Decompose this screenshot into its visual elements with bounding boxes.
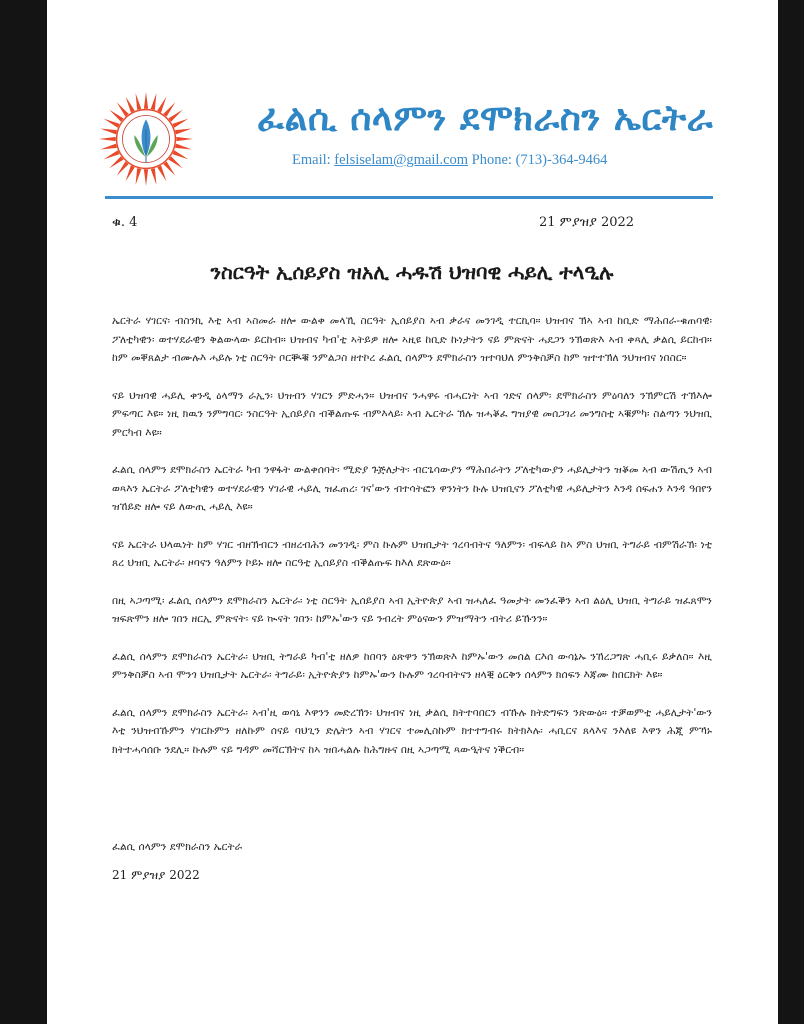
organization-name: ፈልሲ ሰላምን ደሞክራስን ኤርትራ bbox=[257, 98, 714, 139]
letter-page bbox=[47, 0, 778, 1024]
sun-ray bbox=[126, 97, 135, 113]
sun-ray bbox=[109, 156, 123, 168]
sun-ray bbox=[172, 119, 188, 128]
sun-ray bbox=[144, 169, 148, 186]
sun-ray bbox=[104, 150, 120, 159]
email-label: Email: bbox=[292, 152, 331, 168]
sun-ray bbox=[175, 129, 192, 135]
phone-label: Phone: bbox=[471, 152, 512, 168]
sun-ray bbox=[136, 168, 142, 185]
sun-ray bbox=[151, 93, 157, 110]
reference-number: ቁ. 4 bbox=[112, 215, 138, 230]
sun-ray bbox=[168, 110, 182, 122]
sun-ray bbox=[117, 102, 129, 116]
sun-ray bbox=[136, 93, 142, 110]
sun-ray bbox=[168, 156, 182, 168]
sun-ray bbox=[109, 110, 123, 122]
paragraph: ፈልሲ ሰላምን ደሞክራስን ኤርትራ፡ ህዝቢ ትግራይ ካብ'ቲ ዘለዎ ከበባን ዕጽዋን ንኽወጽእ ከምኡ'ውን መሰል ርእሰ ውሳኔኡ ንኸረጋግጽ ሓቢሩ ይቃለስ። እዚ ምንቅስቓስ ኣብ ሞንጎ ህዝቢታት ኤርትራ፡ ትግራይ፡ ኢትዮጵያን ከምኡ'ውን ኩሉም ጎረባብትናን ዘላቒ ዕርቅን ሰላምን ክሰፍን እጃሙ ከበርክት እዩ። bbox=[112, 650, 712, 681]
sun-ray bbox=[104, 119, 120, 128]
paragraph: ናይ ህዝባዊ ሓይሊ ቀንዲ ዕላማን ራኢን፡ ህዝብን ሃገርን ምድሓን። ህዝብና ንሓዋሩ ብሓርነት ኣብ ጎድና ሰላም፡ ደሞክራስን ምዕባለን ንኽምርሽ ተኽእሎ ምፍጣር እዩ። ነዚ ክዉን ንምግባር፡ ንስርዓት ኢሰይያስ ብቕልጡፍ ብምእላይ፡ ኣብ ኤርትራ ኽሉ ዝሓቖፈ ግዝያዊ መሰጋገሪ መንግስቲ ኣቑምካ፡ ስልጣን ንህዝቢ ምርካብ እዩ። bbox=[112, 389, 712, 439]
paragraph: ናይ ኤርትራ ህላዉነት ከም ሃገር ብዘኽብርን ብዘረብሕን መንገዲ፡ ምስ ኩሉም ህዝቢታት ጎረባብትና ዓለምን፡ ብፍላይ ከኣ ምስ ህዝቢ ትግራይ ብምሽራኽ፡ ነቲ ጸረ ህዝቢ ኤርትራ፡ ዞባናን ዓለምን ኮይኑ ዘሎ ስርዓቲ ኢሰይያስ ብቕልጡፍ ክእለ ደጽውዕ። bbox=[112, 538, 712, 569]
sun-ray bbox=[163, 161, 175, 175]
letter-date: 21 ምያዝያ 2022 bbox=[539, 215, 635, 230]
paragraph: ፈልሲ ሰላምን ደሞክራስን ኤርትራ፡ ኣብ'ዚ ወሳኒ እዋንን መድረኽን፡ ህዝብና ነዚ ቃልሲ ክትተባበርን ብኹሉ ክትድግፍን ንጽውዕ። ተቓወምቲ ሓይሊታት'ውን እቲ ንህዝብኹምን ሃገርኩምን ዘለኩም ሰናይ ባህጊን ድሌትን ኣብ ሃገርና ተመሊስኩም ክተተግብሩ ክትክእሉ፡ ሓቢርና ጸላእና ንእለዩ እዋን ሕጂ ምኻኑ ክትተሓሳሰቡ ንደሊ። ኩሉም ናይ ግዳም መሻርኽትና ከኣ ዝበሓልሉ ከሕግዙና በዚ ኣጋጣሚ ጻውዒትና ነቕርብ። bbox=[112, 706, 712, 756]
sun-ray bbox=[163, 102, 175, 116]
sun-wheat-logo-icon bbox=[97, 90, 195, 188]
sun-ray bbox=[172, 150, 188, 159]
sun-ray bbox=[144, 92, 148, 109]
sun-ray bbox=[157, 97, 166, 113]
document-title: ንስርዓት ኢሰይያስ ዝአሊ ሓዱሽ ህዝባዊ ሓይሊ ተላዒሉ bbox=[210, 260, 614, 284]
paragraph: ፈልሲ ሰላምን ደሞክራስን ኤርትራ ካብ ንዋፋት ውልቀሰባት፡ ሚድያ ጉጅለታት፡ ብርጌሳውያን ማሕበራትን ፖለቲካውያን ሓይሊታትን ዝቖመ ኣብ ውሽጢን ኣብ ወጻእን ኤርትራ ፖለቲካዊን ወተሃደራዊን ሃገራዊ ሓይሊ ዝፈጠረ፡ ገና'ውን ብተሳትፎን ዋንነትን ኩሉ ህዝቢናን ፖለቲካዊ ሓይሊታትን እንዳ ሰፍሐን እንዳ ዓበየን ዝኸይድ ዘሎ ናይ ለውጢ ሓይሊ እዩ። bbox=[112, 464, 712, 513]
paragraph: ኤርትራ ሃገርና፡ ብስንኪ እቲ ኣብ ኣስመራ ዘሎ ውልቀ መላኺ ስርዓት ኢሰይያስ ኣብ ቃራና መንገዲ ተርኪባ። ህዝብና ኽኣ ኣብ ከቢድ ማሕበራ-ቁጠባዊ፡ ፖለቲካዊን፡ ወተሃደራዊን ቅልውላው ይርከብ። ህዝብና ካብ'ቲ ኣትይዎ ዘሎ ኣዚዩ ከቢድ ኩነታትን ናይ ምጽናት ሓደጋን ንኽወጽእ ኣብ ቀጻሊ ቃልሲ ይርከብ። ከም መቐጸልታ ብሙሉእ ሓይሉ ነቲ ስርዓት ቦርቚቑ ንምልጋስ ዘተኮረ ፈልሲ ሰላምን ደሞክራስን ዝተባህለ ምንቅስቓስ ከም ዝተተኽለ ንህዝብና ነበስር። bbox=[112, 315, 712, 364]
sun-ray bbox=[157, 165, 166, 181]
signature-date: 21 ምያዝያ 2022 bbox=[112, 868, 200, 882]
sun-ray bbox=[99, 137, 116, 141]
sun-ray bbox=[100, 144, 117, 150]
contact-line bbox=[292, 152, 607, 169]
phone-number: (713)-364-9464 bbox=[515, 152, 608, 168]
signature-name: ፈልሲ ሰላምን ደሞክራስን ኤርትራ bbox=[112, 841, 243, 853]
sun-ray bbox=[151, 168, 157, 185]
paragraph: በዚ ኣጋጣሚ፡ ፈልሲ ሰላምን ደሞክራስን ኤርትራ፡ ነቲ ስርዓት ኢሰይያስ ኣብ ኢትዮጵያ ኣብ ዝሓለፈ ዓመታት መንፈቕን ኣብ ልዕሊ ህዝቢ ትግራይ ዝፈጸሞን ዝፍጽሞን ዘሎ ገበን ዘርኢ ምጽናት፡ ናይ ኲናት ገበን፡ ከምኡ'ውን ናይ ንብረት ምዕናውን ምዝማትን ብትሪ ይኹንን። bbox=[112, 594, 712, 625]
sun-ray bbox=[100, 129, 117, 135]
sun-ray bbox=[176, 137, 193, 141]
email-link[interactable]: felsiselam@gmail.com bbox=[334, 152, 469, 168]
sun-ray bbox=[175, 144, 192, 150]
header-divider bbox=[105, 196, 713, 199]
sun-ray bbox=[117, 161, 129, 175]
sun-ray bbox=[126, 165, 135, 181]
letter-body bbox=[112, 312, 712, 778]
